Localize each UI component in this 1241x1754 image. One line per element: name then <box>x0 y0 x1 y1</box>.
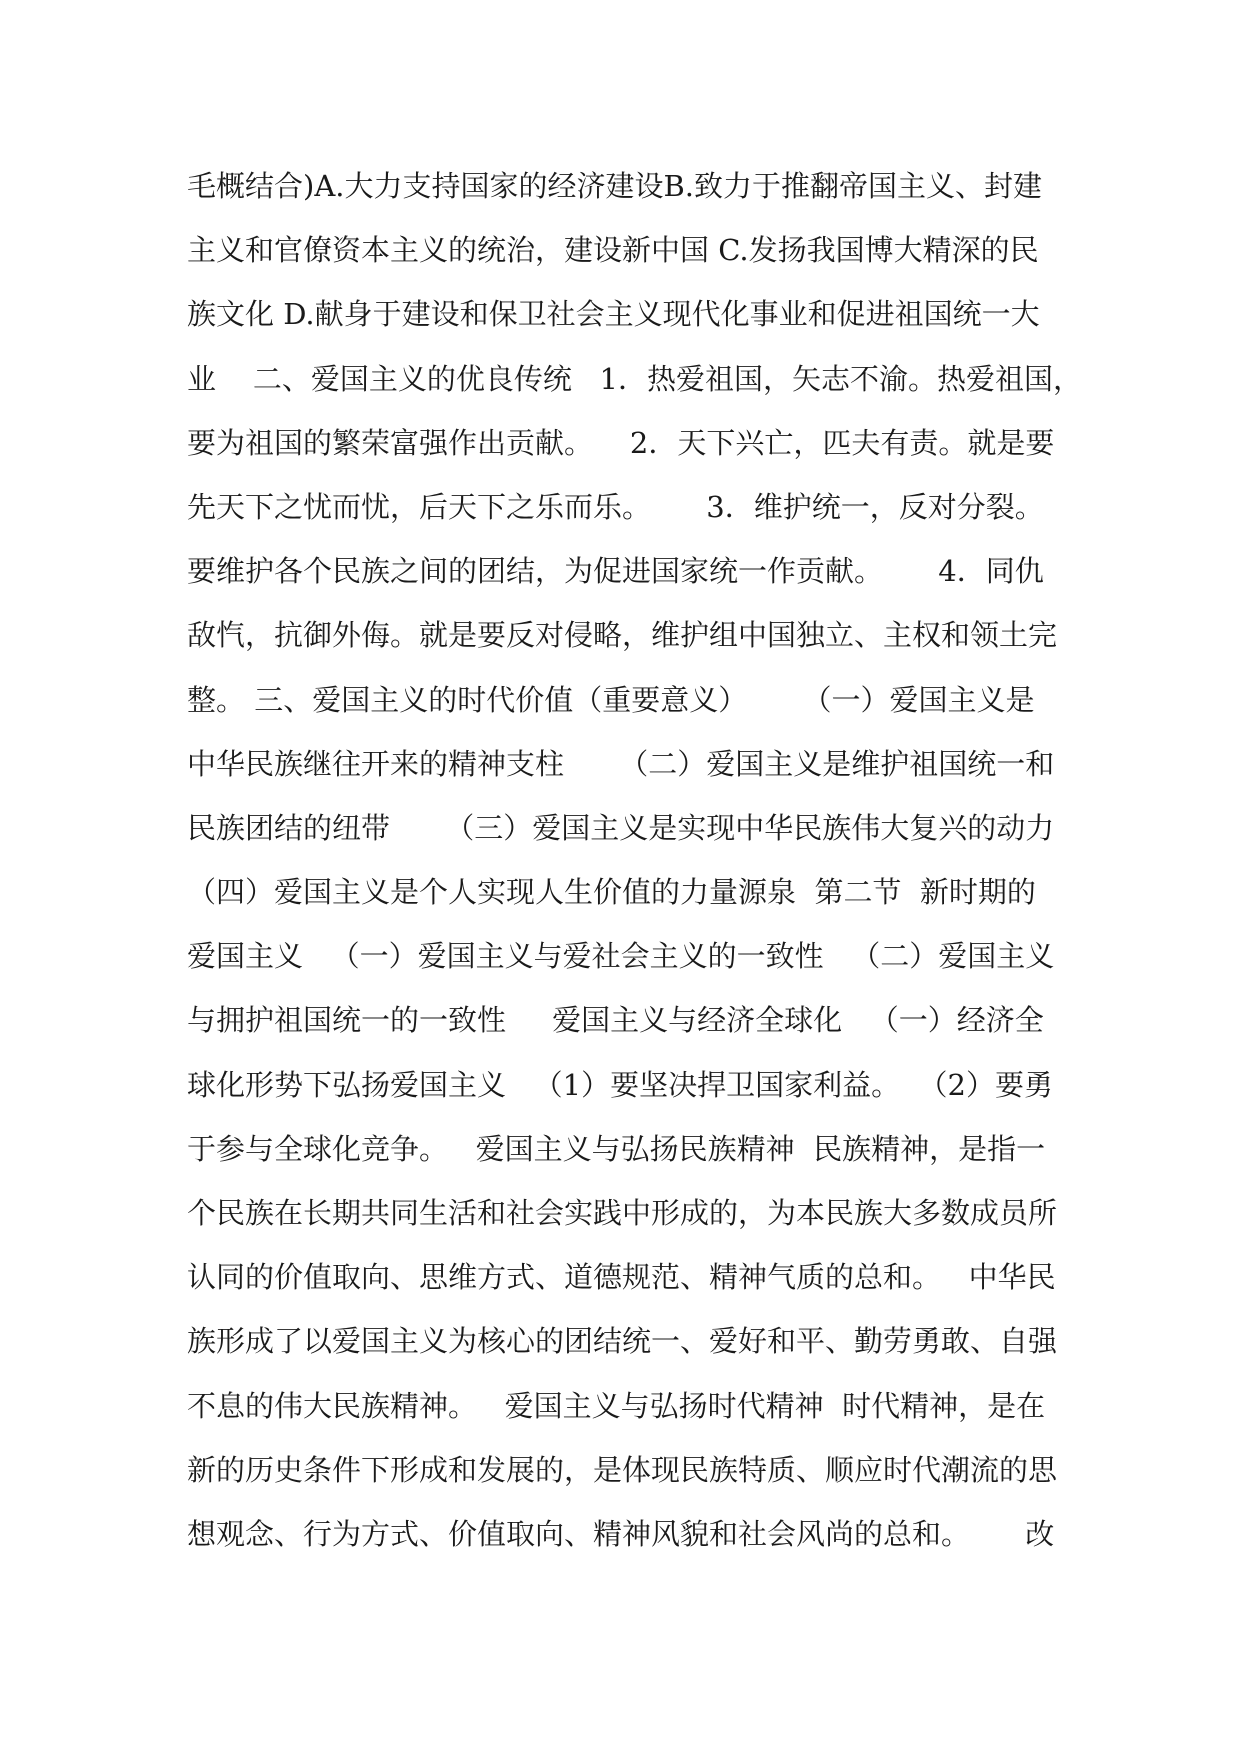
text-line: 个民族在长期共同生活和社会实践中形成的，为本民族大多数成员所 <box>187 1196 1058 1230</box>
text-line: 要维护各个民族之间的团结，为促进国家统一作贡献。 4．同仇 <box>187 554 1044 589</box>
text-line: 认同的价值取向、思维方式、道德规范、精神气质的总和。 中华民 <box>187 1260 1056 1295</box>
text-line: 敌忾，抗御外侮。就是要反对侵略，维护组中国独立、主权和领土完 <box>187 618 1058 653</box>
text-line: 先天下之忧而忧，后天下之乐而乐。 3．维护统一，反对分裂。 <box>187 489 1044 524</box>
text-line: 整。 三、爱国主义的时代价值（重要意义） （一）爱国主义是 <box>187 682 1035 717</box>
text-line: 想观念、行为方式、价值取向、精神风貌和社会风尚的总和。 改 <box>187 1516 1055 1551</box>
text-line: 中华民族继往开来的精神支柱 （二）爱国主义是维护祖国统一和 <box>187 746 1055 781</box>
text-line: 民族团结的纽带 （三）爱国主义是实现中华民族伟大复兴的动力 <box>187 810 1055 845</box>
text-line: 族文化 D.献身于建设和保卫社会主义现代化事业和促进祖国统一大 <box>187 297 1040 332</box>
text-line: 球化形势下弘扬爱国主义 （1）要坚决捍卫国家利益。 （2）要勇 <box>187 1067 1053 1102</box>
text-line: 爱国主义 （一）爱国主义与爱社会主义的一致性 （二）爱国主义 <box>187 939 1055 974</box>
text-line: （四）爱国主义是个人实现人生价值的力量源泉 第二节 新时期的 <box>187 875 1036 910</box>
text-line: 业 二、爱国主义的优良传统 1．热爱祖国，矢志不渝。热爱祖国， <box>187 361 1082 396</box>
text-line: 与拥护祖国统一的一致性 爱国主义与经济全球化 （一）经济全 <box>187 1003 1044 1038</box>
body-text <box>187 154 1082 1566</box>
text-line: 主义和官僚资本主义的统治，建设新中国 C.发扬我国博大精深的民 <box>187 233 1039 268</box>
text-line: 要为祖国的繁荣富强作出贡献。 2．天下兴亡，匹夫有责。就是要 <box>187 425 1055 460</box>
text-line: 毛概结合)A.大力支持国家的经济建设B.致力于推翻帝国主义、封建 <box>187 169 1043 203</box>
text-line: 族形成了以爱国主义为核心的团结统一、爱好和平、勤劳勇敢、自强 <box>187 1324 1058 1359</box>
text-line: 不息的伟大民族精神。 爱国主义与弘扬时代精神 时代精神，是在 <box>187 1388 1046 1423</box>
text-line: 于参与全球化竞争。 爱国主义与弘扬民族精神 民族精神，是指一 <box>187 1131 1046 1166</box>
text-line: 新的历史条件下形成和发展的，是体现民族特质、顺应时代潮流的思 <box>187 1452 1058 1487</box>
